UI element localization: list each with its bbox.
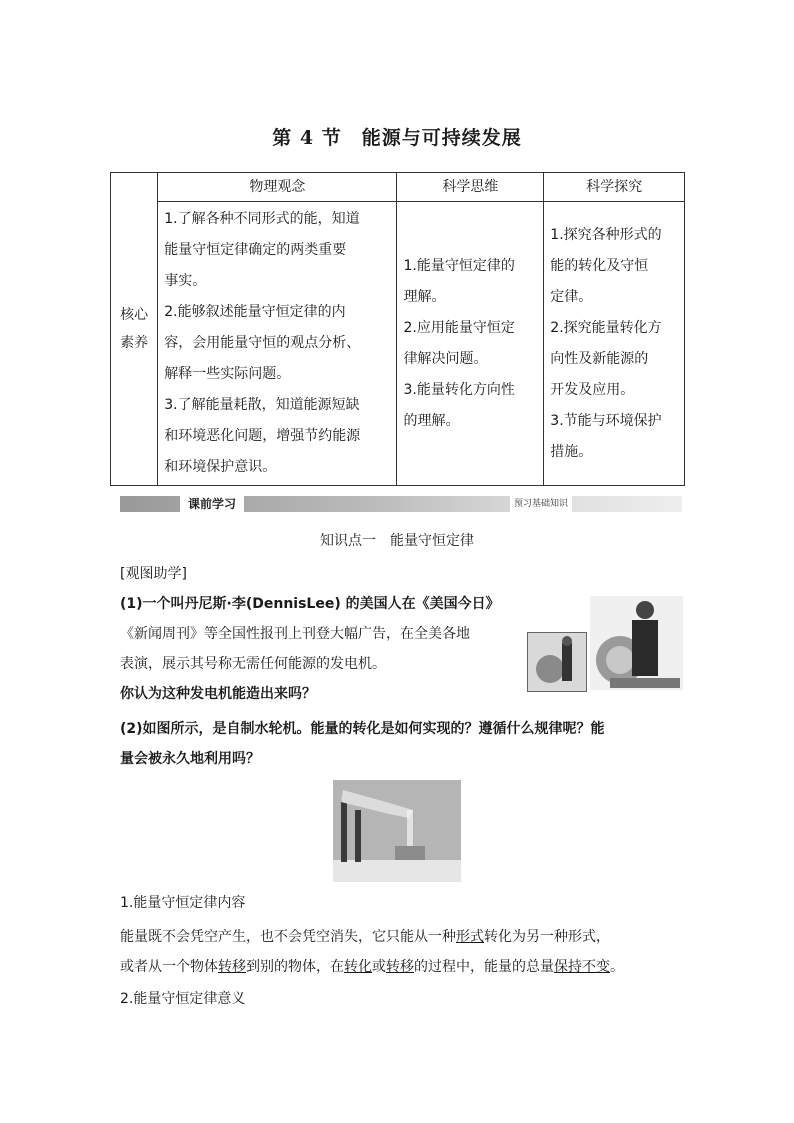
generator-photo-small xyxy=(527,632,587,692)
water-turbine-photo xyxy=(333,780,461,882)
question-1-line-4: 你认为这种发电机能造出来吗？ xyxy=(120,686,316,702)
page-title: 第 4 节 能源与可持续发展 xyxy=(272,127,522,149)
banner-right-label: 预习基础知识 xyxy=(510,496,572,512)
table-side-label: 核心 素养 xyxy=(111,173,158,486)
question-1-line-2: 《新闻周刊》等全国性报刊上刊登大幅广告，在全美各地 xyxy=(120,626,470,642)
question-2-line-1: (2)如图所示，是自制水轮机。能量的转化是如何实现的？遵循什么规律呢？能 xyxy=(120,721,605,737)
generator-photo-large xyxy=(590,596,683,690)
cell-scientific-thinking: 1.能量守恒定律的 理解。 2.应用能量守恒定 律解决问题。 3.能量转化方向性 的理解。 xyxy=(397,202,544,486)
question-1-line-1: (1)一个叫丹尼斯·李(DennisLee) 的美国人在《美国今日》 xyxy=(120,596,500,612)
point-1-line-1: 能量既不会凭空产生，也不会凭空消失，它只能从一种形式转化为另一种形式， xyxy=(120,929,610,945)
point-2-title: 2.能量守恒定律意义 xyxy=(120,991,246,1007)
cell-physics-concept: 1.了解各种不同形式的能，知道 能量守恒定律确定的两类重要 事实。 2.能够叙述能量守恒定律的内 容，会用能量守恒的观点分析、 解释一些实际问题。 3.了解能量耗散，知道能源短缺 和环境恶化问题，增强节约能源 和环境保护意识。 xyxy=(158,202,397,486)
question-1-line-3: 表演，展示其号称无需任何能源的发电机。 xyxy=(120,656,386,672)
underline-transfer-2: 转移 xyxy=(386,959,414,975)
header-scientific-thinking: 科学思维 xyxy=(397,173,544,202)
point-1-title: 1.能量守恒定律内容 xyxy=(120,895,246,911)
question-2-line-2: 量会被永久地利用吗？ xyxy=(120,751,260,767)
underline-form: 形式 xyxy=(456,929,484,945)
underline-transfer-1: 转移 xyxy=(218,959,246,975)
cell-scientific-inquiry: 1.探究各种形式的 能的转化及守恒 定律。 2.探究能量转化方 向性及新能源的 开发及应用。 3.节能与环境保护 措施。 xyxy=(544,202,685,486)
header-physics-concept: 物理观念 xyxy=(158,173,397,202)
banner-label: 课前学习 xyxy=(180,496,244,512)
header-scientific-inquiry: 科学探究 xyxy=(544,173,685,202)
point-1-line-2: 或者从一个物体转移到别的物体，在转化或转移的过程中，能量的总量保持不变。 xyxy=(120,959,624,975)
core-literacy-table xyxy=(110,172,685,486)
section-banner xyxy=(120,496,682,512)
guide-label: [观图助学] xyxy=(120,566,187,582)
underline-convert: 转化 xyxy=(344,959,372,975)
underline-constant: 保持不变 xyxy=(554,959,610,975)
knowledge-point-title: 知识点一 能量守恒定律 xyxy=(320,533,474,549)
